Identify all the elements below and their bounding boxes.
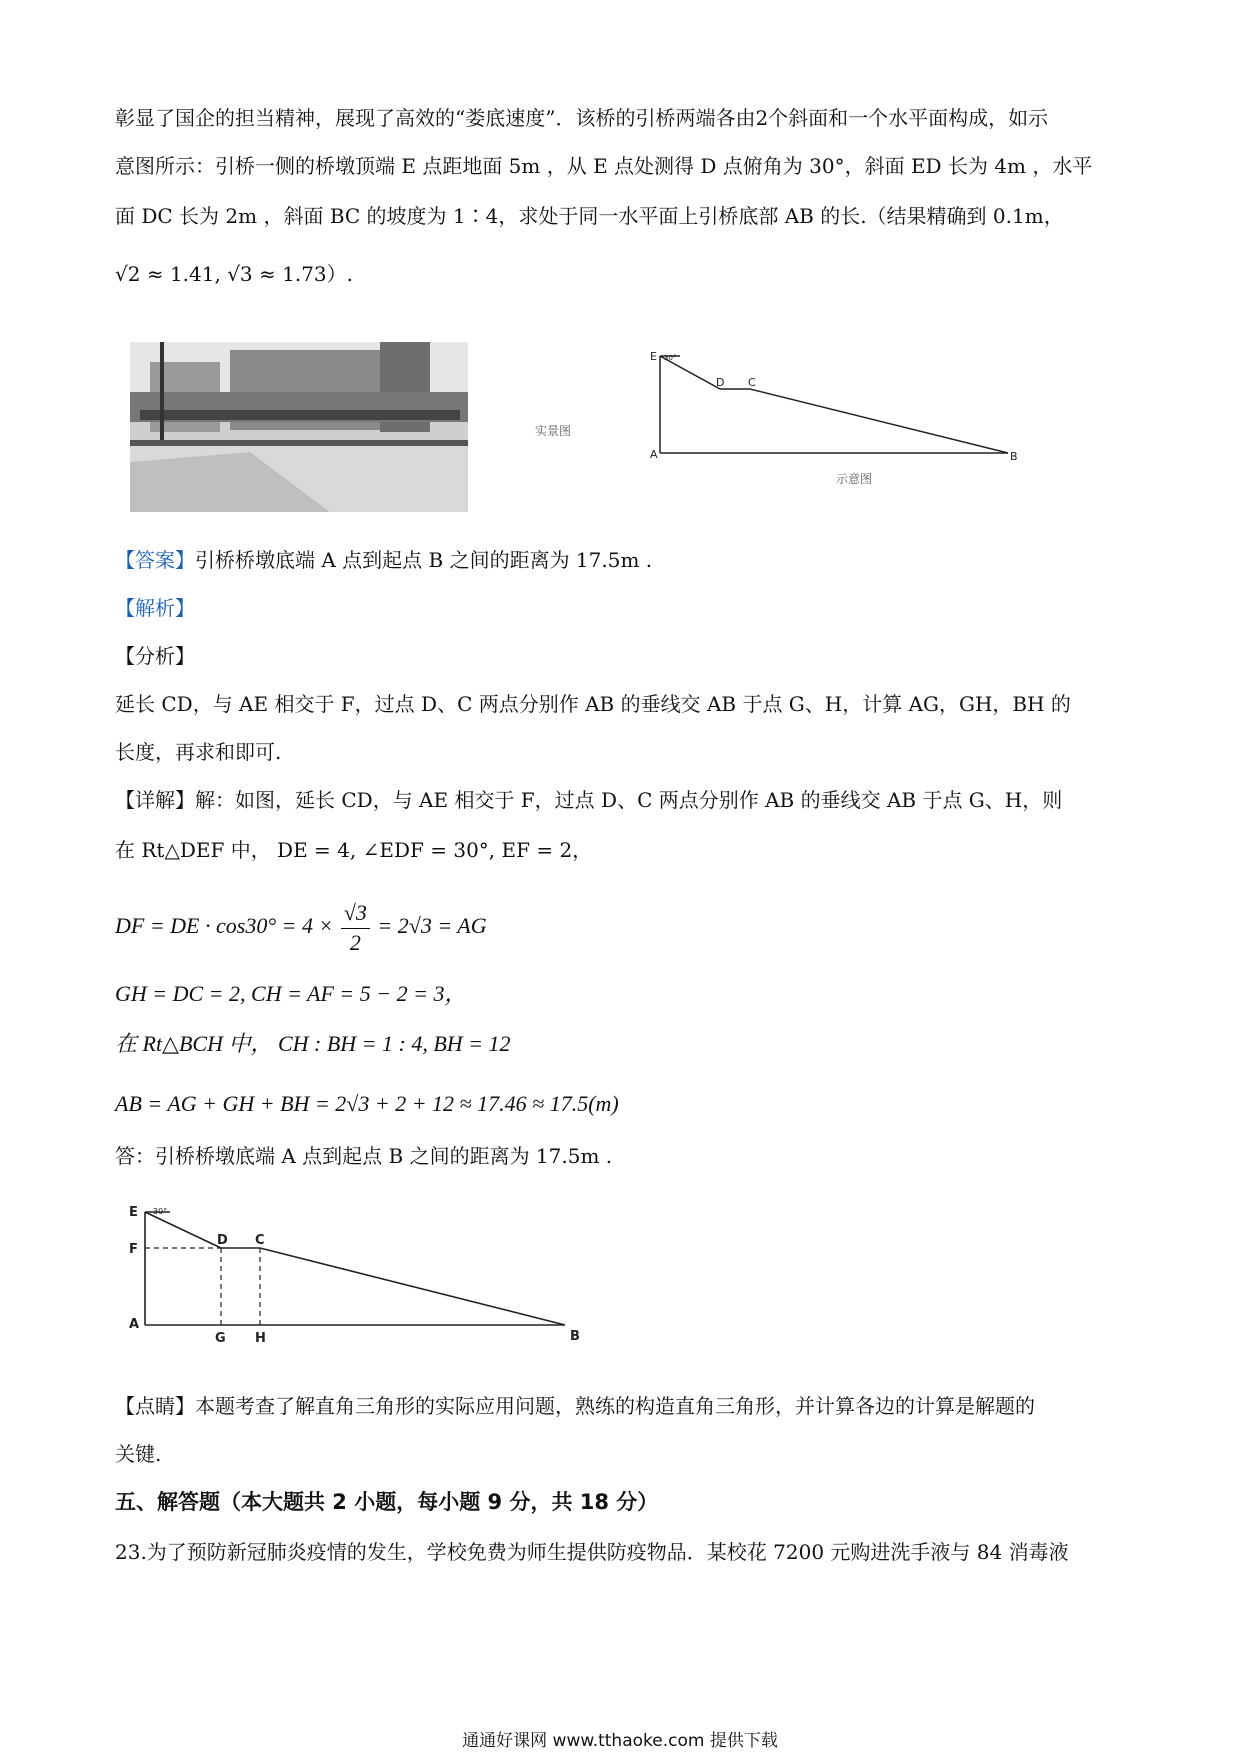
equation-gh: GH = DC = 2, CH = AF = 5 − 2 = 3， xyxy=(115,981,467,1006)
solution-label-A: A xyxy=(129,1317,140,1332)
dianjing-line-1 xyxy=(115,1392,1035,1420)
fenxi-tag: 【分析】 xyxy=(115,644,195,668)
problem-line-3: 面 DC 长为 2m ，斜面 BC 的坡度为 1∶4，求处于同一水平面上引桥底部 AB 的长.（结果精确到 0.1m， xyxy=(115,204,1064,228)
page-footer: 通通好课网 www.tthaoke.com 提供下载 xyxy=(462,1731,778,1751)
diagram-caption: 示意图 xyxy=(836,472,873,486)
diagram-label-A: A xyxy=(650,448,658,461)
diagram-label-D: D xyxy=(716,376,725,389)
eq1-numerator: √3 xyxy=(341,898,370,929)
answer-tag: 【答案】 xyxy=(115,548,195,572)
equation-ab: AB = AG + GH + BH = 2√3 + 2 + 12 ≈ 17.46 ≈ 17.5(m) xyxy=(115,1091,619,1116)
solution-label-G: G xyxy=(215,1331,226,1345)
diagram-label-B: B xyxy=(1010,450,1018,463)
fenxi-line-2: 长度，再求和即可. xyxy=(115,740,282,764)
problem-diagram xyxy=(650,346,1030,481)
detail-tag: 【详解】 xyxy=(115,788,195,812)
eq1-left: DF = DE · cos30° = 4 × xyxy=(115,913,334,938)
dianjing-text-1: 本题考查了解直角三角形的实际应用问题，熟练的构造直角三角形，并计算各边的计算是解题的 xyxy=(195,1394,1035,1418)
solution-label-E: E xyxy=(129,1205,138,1220)
solution-label-H: H xyxy=(255,1331,266,1345)
photo-caption: 实景图 xyxy=(535,424,572,438)
eq1-right: = 2√3 = AG xyxy=(377,913,487,938)
eq1-fraction xyxy=(341,898,370,957)
solution-label-D: D xyxy=(217,1233,228,1248)
solution-diagram xyxy=(125,1200,590,1345)
problem-line-1: 彰显了国企的担当精神，展现了高效的“娄底速度”．该桥的引桥两端各由2个斜面和一个水平面构成，如示 xyxy=(115,106,1049,130)
detail-final: 答：引桥桥墩底端 A 点到起点 B 之间的距离为 17.5m . xyxy=(115,1144,613,1168)
solution-label-B: B xyxy=(570,1329,580,1344)
fenxi-line-1: 延长 CD，与 AE 相交于 F，过点 D、C 两点分别作 AB 的垂线交 AB 于点 G、H，计算 AG，GH，BH 的 xyxy=(115,692,1071,716)
diagram-label-C: C xyxy=(748,376,756,389)
answer-line xyxy=(115,546,652,574)
solution-angle: 30° xyxy=(153,1207,168,1216)
eq1-denominator: 2 xyxy=(349,930,361,956)
diagram-label-E: E xyxy=(650,350,657,363)
solution-label-F: F xyxy=(129,1242,138,1257)
dianjing-tag: 【点睛】 xyxy=(115,1394,195,1418)
detail-text-1: 解：如图，延长 CD，与 AE 相交于 F，过点 D、C 两点分别作 AB 的垂线交 AB 于点 G、H，则 xyxy=(195,788,1063,812)
diagram-angle: 30° xyxy=(664,354,677,362)
equation-bh: 在 Rt△BCH 中， CH : BH = 1 : 4, BH = 12 xyxy=(115,1031,511,1056)
problem-line-2: 意图所示：引桥一侧的桥墩顶端 E 点距地面 5m ，从 E 点处测得 D 点俯角为 30°，斜面 ED 长为 4m ，水平 xyxy=(115,154,1093,178)
problem-line-4: √2 ≈ 1.41, √3 ≈ 1.73）. xyxy=(115,262,354,286)
bridge-photo xyxy=(130,342,468,512)
question-23: 23.为了预防新冠肺炎疫情的发生，学校免费为师生提供防疫物品．某校花 7200 元购进洗手液与 84 消毒液 xyxy=(115,1540,1069,1564)
equation-df xyxy=(115,896,487,957)
section-title: 五、解答题（本大题共 2 小题，每小题 9 分，共 18 分） xyxy=(115,1490,659,1514)
detail-line-2: 在 Rt△DEF 中， DE = 4, ∠EDF = 30°, EF = 2， xyxy=(115,838,593,862)
detail-line-1 xyxy=(115,786,1062,814)
dianjing-line-2: 关键. xyxy=(115,1442,162,1466)
analysis-tag: 【解析】 xyxy=(115,596,195,620)
answer-text: 引桥桥墩底端 A 点到起点 B 之间的距离为 17.5m . xyxy=(195,548,653,572)
solution-label-C: C xyxy=(255,1233,265,1248)
